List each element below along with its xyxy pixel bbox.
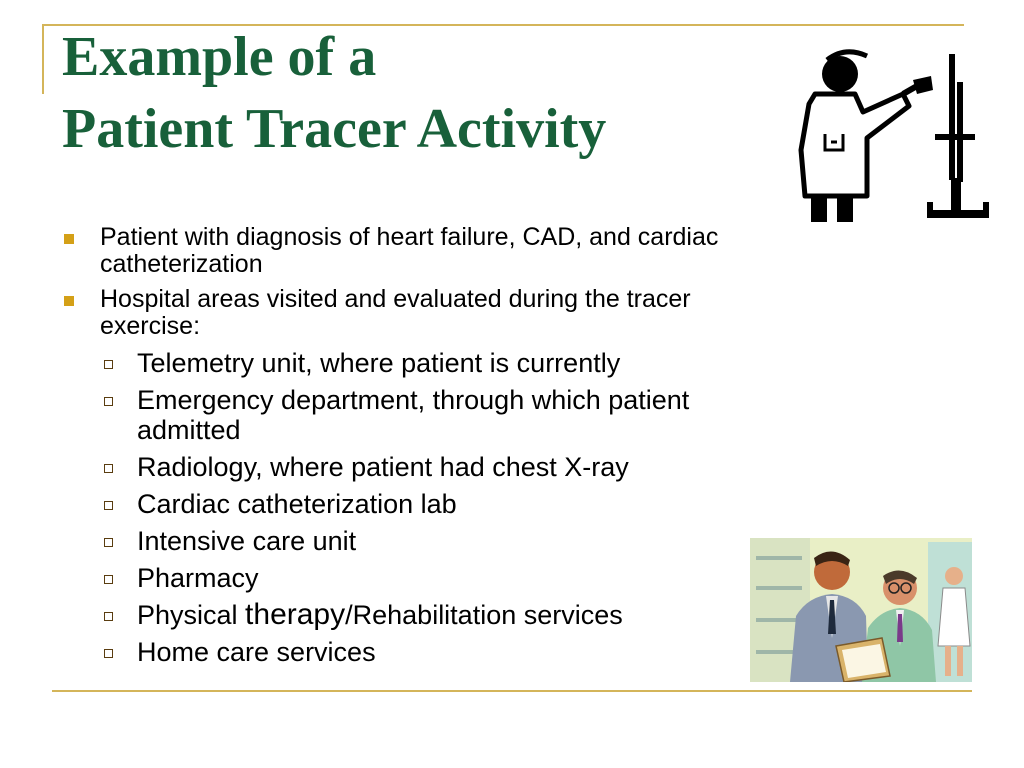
sub-item: Radiology, where patient had chest X-ray xyxy=(60,452,760,482)
doctor-xray-clipart xyxy=(785,42,995,227)
hospital-areas-list xyxy=(60,348,760,667)
hollow-square-bullet-icon xyxy=(104,575,113,584)
sub-item: Pharmacy xyxy=(60,563,760,593)
title-line-2: Patient Tracer Activity xyxy=(62,97,607,160)
hollow-square-bullet-icon xyxy=(104,360,113,369)
sub-item: Emergency department, through which patient admitted xyxy=(60,385,760,445)
bullet-list xyxy=(60,224,760,340)
slide-content xyxy=(60,224,760,674)
medical-staff-clipart xyxy=(750,538,972,682)
bottom-rule xyxy=(52,690,972,692)
hollow-square-bullet-icon xyxy=(104,612,113,621)
hollow-square-bullet-icon xyxy=(104,501,113,510)
hollow-square-bullet-icon xyxy=(104,397,113,406)
square-bullet-icon xyxy=(64,296,74,306)
hollow-square-bullet-icon xyxy=(104,538,113,547)
hollow-square-bullet-icon xyxy=(104,649,113,658)
sub-item: Intensive care unit xyxy=(60,526,760,556)
bullet-item: Hospital areas visited and evaluated during the tracer exercise: xyxy=(60,286,760,340)
sub-item: Telemetry unit, where patient is currently xyxy=(60,348,760,378)
sub-item: Cardiac catheterization lab xyxy=(60,489,760,519)
left-rule xyxy=(42,24,44,94)
slide-title xyxy=(62,22,606,165)
sub-item: Home care services xyxy=(60,637,760,667)
square-bullet-icon xyxy=(64,234,74,244)
title-line-1: Example of a xyxy=(62,26,377,88)
bullet-item: Patient with diagnosis of heart failure, CAD, and cardiac catheterization xyxy=(60,224,760,278)
sub-item: Physical therapy/Rehabilitation services xyxy=(60,600,760,630)
hollow-square-bullet-icon xyxy=(104,464,113,473)
